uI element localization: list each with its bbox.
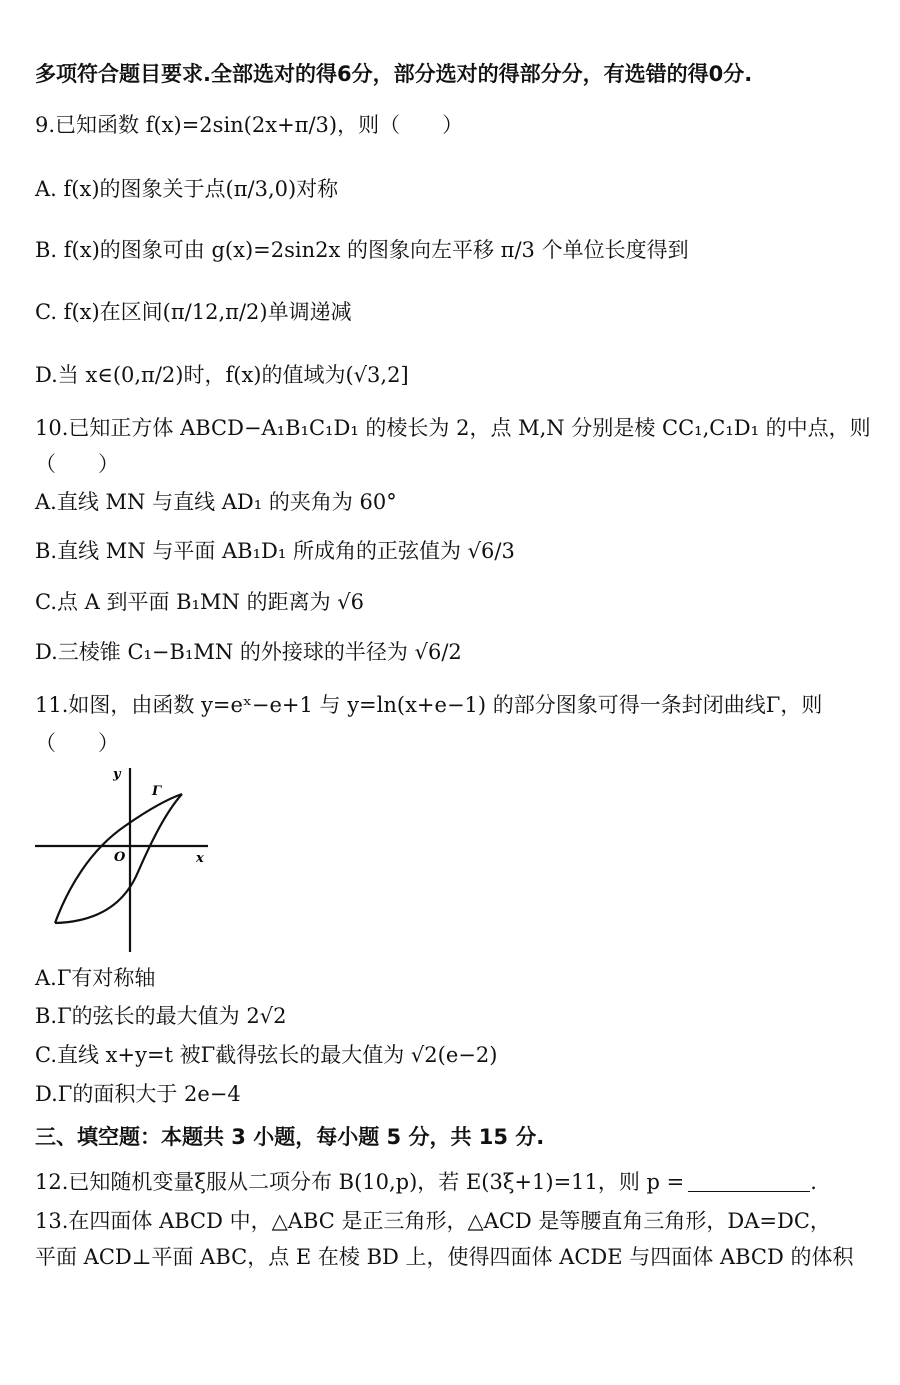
q11-option-a: A.Γ有对称轴 bbox=[35, 966, 156, 990]
q11-stem: 11.如图，由函数 y=eˣ−e+1 与 y=ln(x+e−1) 的部分图象可得一条封闭曲线Γ，则 bbox=[35, 693, 823, 717]
x-axis-label: x bbox=[196, 851, 204, 866]
q9-option-b: B. f(x)的图象可由 g(x)=2sin2x 的图象向左平移 π/3 个单位长度得到 bbox=[35, 238, 689, 262]
q12-text: 12.已知随机变量ξ服从二项分布 B(10,p)，若 E(3ξ+1)=11，则 p = bbox=[35, 1170, 685, 1194]
q10-stem: 10.已知正方体 ABCD−A₁B₁C₁D₁ 的棱长为 2，点 M,N 分别是棱 CC₁,C₁D₁ 的中点，则 bbox=[35, 416, 871, 440]
q9-option-d: D.当 x∈(0,π/2)时，f(x)的值域为(√3,2] bbox=[35, 363, 409, 387]
q10-answer-paren: （ ） bbox=[35, 452, 119, 476]
section-instruction: 多项符合题目要求.全部选对的得6分，部分选对的得部分分，有选错的得0分. bbox=[35, 62, 753, 86]
q9-option-a: A. f(x)的图象关于点(π/3,0)对称 bbox=[35, 177, 339, 201]
curve-gamma-label: Γ bbox=[152, 784, 162, 799]
q13-line-1: 13.在四面体 ABCD 中，△ABC 是正三角形，△ACD 是等腰直角三角形，DA=DC， bbox=[35, 1209, 831, 1233]
q13-line-2: 平面 ACD⊥平面 ABC，点 E 在棱 BD 上，使得四面体 ACDE 与四面体 ABCD 的体积 bbox=[35, 1245, 854, 1269]
q10-option-a: A.直线 MN 与直线 AD₁ 的夹角为 60° bbox=[35, 490, 397, 514]
q9-stem: 9.已知函数 f(x)=2sin(2x+π/3)，则（ ） bbox=[35, 113, 464, 137]
origin-label: O bbox=[114, 850, 126, 865]
q11-option-c: C.直线 x+y=t 被Γ截得弦长的最大值为 √2(e−2) bbox=[35, 1043, 498, 1067]
q11-option-b: B.Γ的弦长的最大值为 2√2 bbox=[35, 1004, 287, 1028]
q12-answer-blank[interactable] bbox=[688, 1171, 810, 1192]
q12-line bbox=[35, 1170, 817, 1195]
closed-curve-diagram bbox=[30, 760, 230, 955]
section3-heading: 三、填空题：本题共 3 小题，每小题 5 分，共 15 分. bbox=[35, 1125, 545, 1149]
q11-option-d: D.Γ的面积大于 2e−4 bbox=[35, 1082, 241, 1106]
q11-figure bbox=[30, 760, 230, 955]
q10-option-c: C.点 A 到平面 B₁MN 的距离为 √6 bbox=[35, 590, 365, 614]
q10-option-b: B.直线 MN 与平面 AB₁D₁ 所成角的正弦值为 √6/3 bbox=[35, 539, 515, 563]
q10-option-d: D.三棱锥 C₁−B₁MN 的外接球的半径为 √6/2 bbox=[35, 640, 462, 664]
q11-answer-paren: （ ） bbox=[35, 731, 119, 755]
y-axis-label: y bbox=[113, 767, 121, 782]
q12-period: . bbox=[810, 1170, 817, 1194]
q9-option-c: C. f(x)在区间(π/12,π/2)单调递减 bbox=[35, 300, 352, 324]
